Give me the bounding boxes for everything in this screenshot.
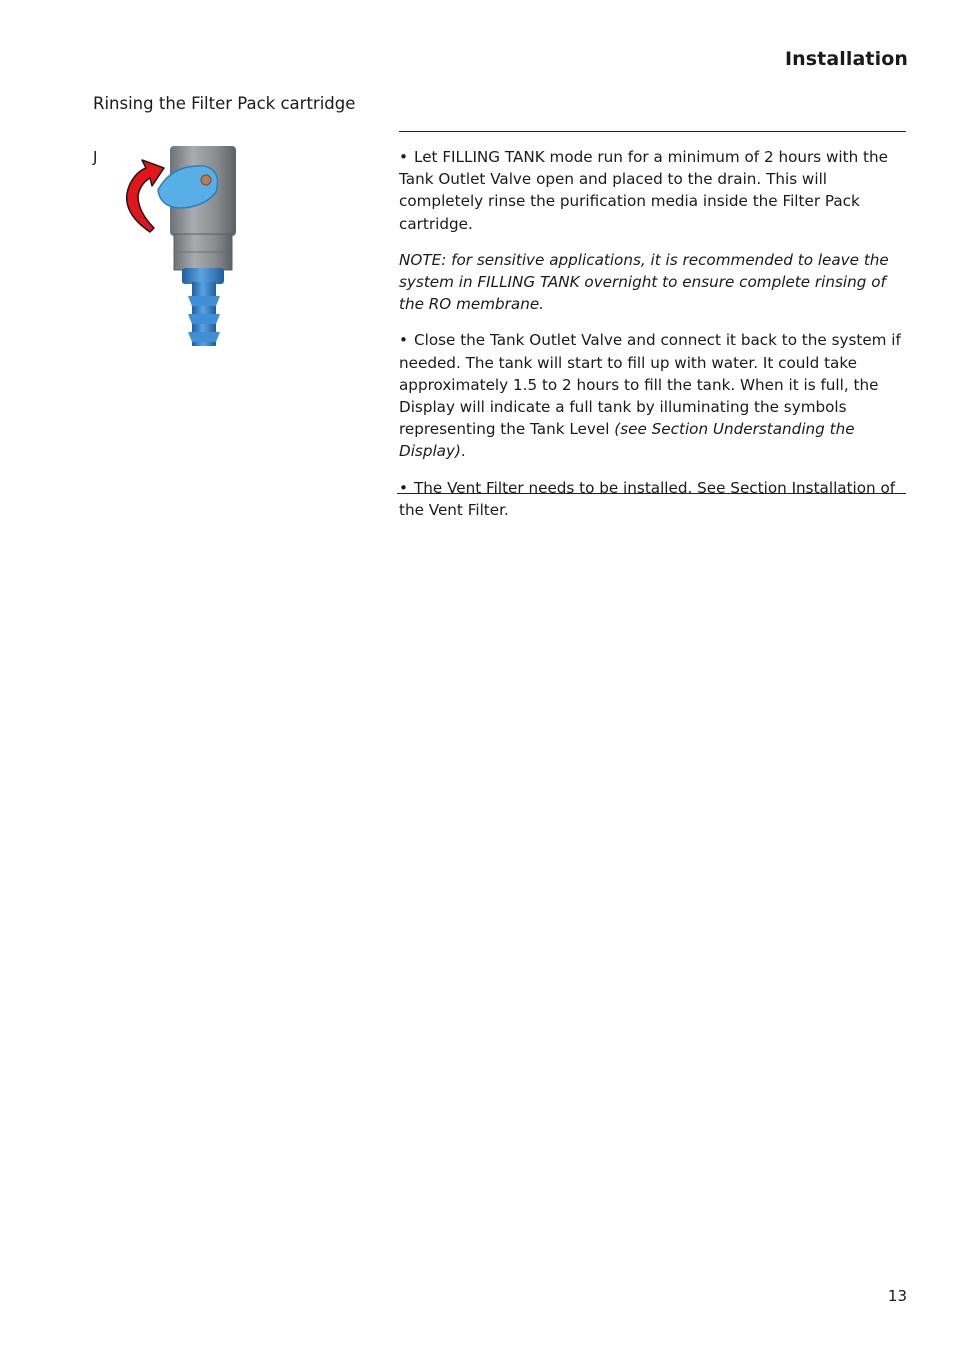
note-text: NOTE: for sensitive applications, it is recommended to leave the system in FILLING TANK overnight to ensure complete rinsing of the RO membrane.	[399, 250, 889, 314]
figure	[112, 146, 282, 346]
bullet: •	[399, 331, 408, 350]
step-fill-tank	[399, 146, 911, 235]
bullet: •	[399, 478, 408, 497]
subsection-title: Rinsing the Filter Pack cartridge	[93, 94, 356, 113]
step-fill-tank-text: Let FILLING TANK mode run for a minimum of 2 hours with the Tank Outlet Valve open and placed to the drain. This will completely rinse the purification media inside the Filter Pack cartridge.	[399, 148, 888, 233]
section-title: Installation	[784, 48, 908, 70]
top-divider	[399, 131, 906, 132]
step-vent-filter-text: The Vent Filter needs to be installed. See Section Installation of the Vent Filter.	[399, 478, 896, 519]
step-close-valve-text: Close the Tank Outlet Valve and connect it back to the system if needed. The tank will start to fill up with water. It could take approximately 1.5 to 2 hours to fill the tank. When it is full, the Display will indicate a full tank by illuminating the symbols representing the Tank Level	[399, 331, 901, 439]
step-close-valve-end: .	[460, 442, 466, 461]
step-vent-filter	[399, 477, 911, 521]
section-reference: (see Section Understanding the Display)	[399, 420, 855, 461]
tank-outlet-valve-icon	[112, 146, 282, 346]
bullet: •	[399, 148, 408, 166]
bottom-divider	[397, 493, 906, 494]
figure-label: J	[93, 148, 98, 166]
step-close-valve	[399, 329, 911, 462]
instructions	[399, 146, 911, 535]
page-number: 13	[887, 1287, 907, 1305]
